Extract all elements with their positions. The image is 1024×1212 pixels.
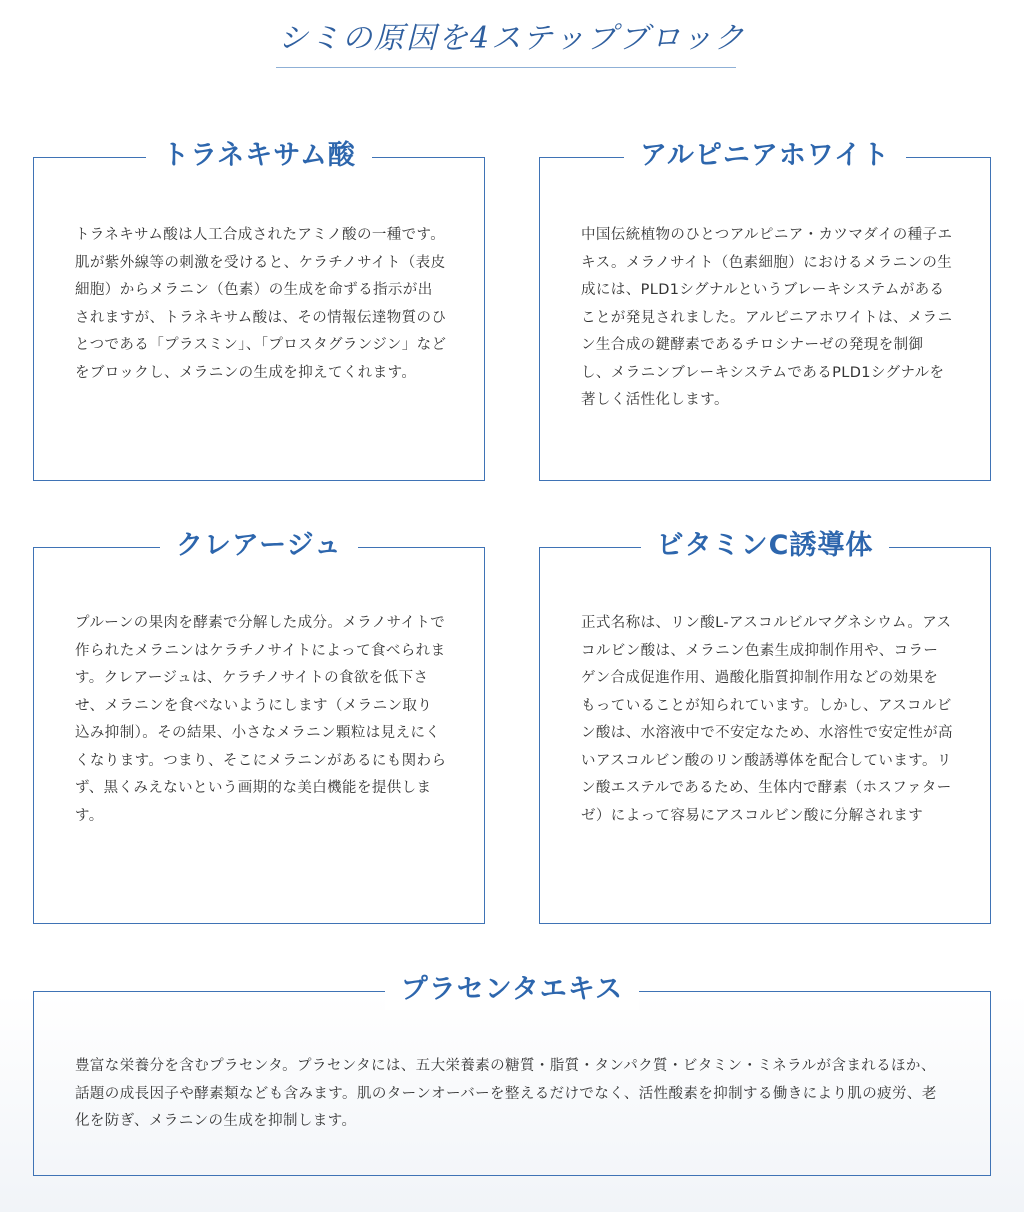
card-title-text: アルピニアホワイト xyxy=(624,136,906,176)
card-title xyxy=(34,526,484,566)
card-title xyxy=(34,970,990,1010)
card-title-text: プラセンタエキス xyxy=(385,970,639,1010)
card-title xyxy=(540,136,990,176)
card-tranexamic-acid xyxy=(33,140,485,481)
card-vitamin-c-derivative xyxy=(539,530,991,924)
heading-underline xyxy=(276,67,736,68)
card-title-text: クレアージュ xyxy=(160,526,358,566)
card-body: プルーンの果肉を酵素で分解した成分。メラノサイトで作られたメラニンはケラチノサイトによって食べられます。クレアージュは、ケラチノサイトの食欲を低下させ、メラニンを食べないようにします（メラニン取り込み抑制）。その結果、小さなメラニン顆粒は見えにくくなります。つまり、そこにメラニンがあるにも関わらず、黒くみえないという画期的な美白機能を提供します。 xyxy=(75,615,447,824)
card-body: 豊富な栄養分を含むプラセンタ。プラセンタには、五大栄養素の糖質・脂質・タンパク質・ビタミン・ミネラルが含まれるほか、話題の成長因子や酵素類なども含みます。肌のターンオーバーを整えるだけでなく、活性酸素を抑制する働きにより肌の疲労、老化を防ぎ、メラニンの生成を抑制します。 xyxy=(75,1058,937,1129)
card-body: 正式名称は、リン酸L-アスコルビルマグネシウム。アスコルビン酸は、メラニン色素生成抑制作用や、コラーゲン合成促進作用、過酸化脂質抑制作用などの効果をもっていることが知られています。しかし、アスコルビン酸は、水溶液中で不安定なため、水溶性で安定性が高いアスコルビン酸のリン酸誘導体を配合しています。リン酸エステルであるため、生体内で酵素（ホスファターゼ）によって容易にアスコルビン酸に分解されます xyxy=(581,615,953,824)
card-body: 中国伝統植物のひとつアルピニア・カツマダイの種子エキス。メラノサイト（色素細胞）におけるメラニンの生成には、PLD1シグナルというブレーキシステムがあることが発見されました。アルピニアホワイトは、メラニン生合成の鍵酵素であるチロシナーゼの発現を制御し、メラニンブレーキシステムであるPLD1シグナルを著しく活性化します。 xyxy=(581,227,953,408)
card-cleage xyxy=(33,530,485,924)
card-title xyxy=(34,136,484,176)
card-title-text: トラネキサム酸 xyxy=(146,136,372,176)
card-title-text: ビタミンC誘導体 xyxy=(641,526,890,566)
card-title xyxy=(540,526,990,566)
page-heading: シミの原因を4ステップブロック xyxy=(278,21,746,56)
card-alpinia-white xyxy=(539,140,991,481)
card-placenta-extract xyxy=(33,974,991,1176)
card-body: トラネキサム酸は人工合成されたアミノ酸の一種です。肌が紫外線等の刺激を受けると、ケラチノサイト（表皮細胞）からメラニン（色素）の生成を命ずる指示が出されますが、トラネキサム酸は、その情報伝達物質のひとつである「プラスミン」、「プロスタグランジン」などをブロックし、メラニンの生成を抑えてくれます。 xyxy=(75,227,447,381)
